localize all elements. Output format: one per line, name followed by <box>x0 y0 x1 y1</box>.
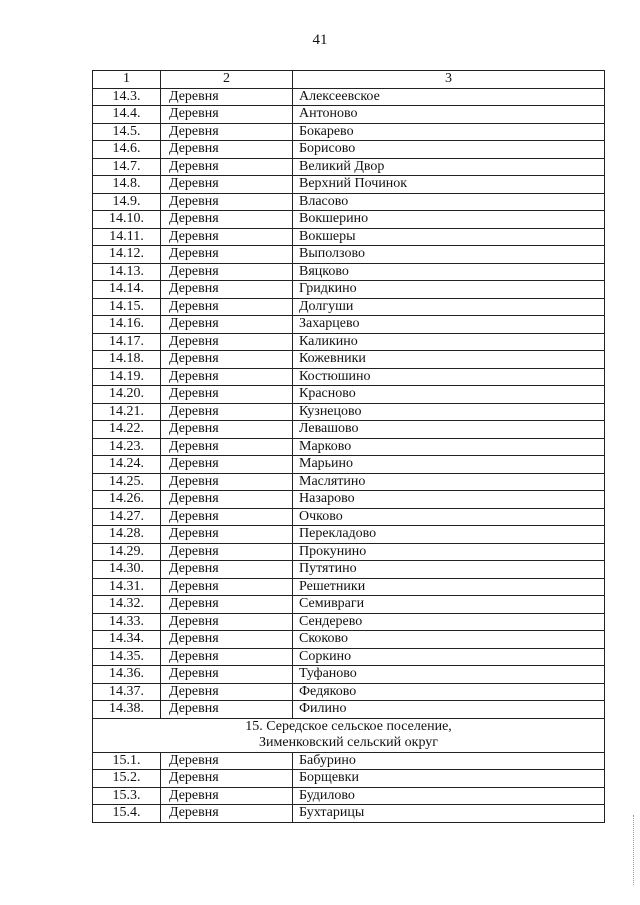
row-number: 14.6. <box>93 141 161 159</box>
row-number: 14.11. <box>93 228 161 246</box>
row-number: 14.10. <box>93 211 161 229</box>
row-number: 14.29. <box>93 543 161 561</box>
settlements-table <box>92 70 605 823</box>
row-name: Бабурино <box>293 752 605 770</box>
row-type: Деревня <box>161 526 293 544</box>
section-heading-line-1: 15. Середское сельское поселение, <box>245 718 452 734</box>
row-name: Сендерево <box>293 613 605 631</box>
table-row <box>93 228 605 246</box>
table-row <box>93 613 605 631</box>
row-number: 14.5. <box>93 123 161 141</box>
table-row <box>93 421 605 439</box>
table-row <box>93 473 605 491</box>
row-number: 15.4. <box>93 805 161 823</box>
row-type: Деревня <box>161 193 293 211</box>
row-number: 14.27. <box>93 508 161 526</box>
row-type: Деревня <box>161 88 293 106</box>
row-name: Каликино <box>293 333 605 351</box>
row-type: Деревня <box>161 491 293 509</box>
table-row <box>93 770 605 788</box>
row-number: 14.14. <box>93 281 161 299</box>
row-number: 14.31. <box>93 578 161 596</box>
table-row <box>93 805 605 823</box>
table-row <box>93 403 605 421</box>
row-number: 14.21. <box>93 403 161 421</box>
table-row <box>93 351 605 369</box>
row-name: Великий Двор <box>293 158 605 176</box>
table-row <box>93 491 605 509</box>
row-type: Деревня <box>161 456 293 474</box>
row-type: Деревня <box>161 770 293 788</box>
row-number: 14.35. <box>93 648 161 666</box>
table-row <box>93 368 605 386</box>
row-type: Деревня <box>161 281 293 299</box>
row-number: 14.23. <box>93 438 161 456</box>
row-number: 14.3. <box>93 88 161 106</box>
table-row <box>93 176 605 194</box>
row-type: Деревня <box>161 613 293 631</box>
scan-edge-mark <box>633 815 638 885</box>
table-row <box>93 158 605 176</box>
table-row <box>93 263 605 281</box>
row-name: Маслятино <box>293 473 605 491</box>
row-type: Деревня <box>161 473 293 491</box>
row-number: 14.15. <box>93 298 161 316</box>
row-number: 14.18. <box>93 351 161 369</box>
row-type: Деревня <box>161 648 293 666</box>
row-type: Деревня <box>161 176 293 194</box>
row-name: Вяцково <box>293 263 605 281</box>
row-type: Деревня <box>161 787 293 805</box>
row-number: 15.2. <box>93 770 161 788</box>
row-type: Деревня <box>161 246 293 264</box>
row-number: 14.30. <box>93 561 161 579</box>
row-name: Алексеевское <box>293 88 605 106</box>
table-row <box>93 631 605 649</box>
row-name: Кузнецово <box>293 403 605 421</box>
row-name: Назарово <box>293 491 605 509</box>
table-row <box>93 456 605 474</box>
row-type: Деревня <box>161 543 293 561</box>
row-type: Деревня <box>161 228 293 246</box>
row-number: 14.24. <box>93 456 161 474</box>
table-row <box>93 281 605 299</box>
row-name: Скоково <box>293 631 605 649</box>
row-name: Верхний Починок <box>293 176 605 194</box>
row-type: Деревня <box>161 438 293 456</box>
row-name: Будилово <box>293 787 605 805</box>
table-row <box>93 578 605 596</box>
row-type: Деревня <box>161 578 293 596</box>
table-row <box>93 333 605 351</box>
row-number: 14.36. <box>93 666 161 684</box>
row-type: Деревня <box>161 631 293 649</box>
row-number: 14.8. <box>93 176 161 194</box>
table-row <box>93 386 605 404</box>
row-number: 14.19. <box>93 368 161 386</box>
row-name: Соркино <box>293 648 605 666</box>
row-type: Деревня <box>161 298 293 316</box>
row-type: Деревня <box>161 211 293 229</box>
row-type: Деревня <box>161 561 293 579</box>
row-type: Деревня <box>161 421 293 439</box>
row-type: Деревня <box>161 666 293 684</box>
table-row <box>93 543 605 561</box>
table-row <box>93 666 605 684</box>
table-row <box>93 106 605 124</box>
row-type: Деревня <box>161 683 293 701</box>
table-row <box>93 683 605 701</box>
row-number: 14.20. <box>93 386 161 404</box>
row-number: 14.26. <box>93 491 161 509</box>
row-name: Бухтарицы <box>293 805 605 823</box>
page-number: 41 <box>312 32 328 48</box>
row-type: Деревня <box>161 106 293 124</box>
row-number: 14.17. <box>93 333 161 351</box>
row-name: Марково <box>293 438 605 456</box>
row-number: 14.33. <box>93 613 161 631</box>
row-name: Красново <box>293 386 605 404</box>
section-heading-line-2: Зименковский сельский округ <box>258 735 439 750</box>
row-type: Деревня <box>161 333 293 351</box>
row-name: Вокшерино <box>293 211 605 229</box>
row-name: Прокунино <box>293 543 605 561</box>
table-row <box>93 211 605 229</box>
row-type: Деревня <box>161 158 293 176</box>
row-name: Вокшеры <box>293 228 605 246</box>
section-heading-row <box>93 718 605 752</box>
table-row <box>93 752 605 770</box>
row-type: Деревня <box>161 141 293 159</box>
row-number: 15.1. <box>93 752 161 770</box>
row-name: Гридкино <box>293 281 605 299</box>
row-number: 14.7. <box>93 158 161 176</box>
table-row <box>93 123 605 141</box>
row-type: Деревня <box>161 368 293 386</box>
row-number: 14.28. <box>93 526 161 544</box>
table-row <box>93 438 605 456</box>
table-row <box>93 316 605 334</box>
row-name: Путятино <box>293 561 605 579</box>
row-name: Марьино <box>293 456 605 474</box>
row-type: Деревня <box>161 403 293 421</box>
row-name: Бокарево <box>293 123 605 141</box>
table-row <box>93 596 605 614</box>
row-name: Захарцево <box>293 316 605 334</box>
table-row <box>93 561 605 579</box>
row-type: Деревня <box>161 596 293 614</box>
table-row <box>93 193 605 211</box>
row-number: 14.32. <box>93 596 161 614</box>
header-cell-3: 3 <box>293 71 605 89</box>
table-row <box>93 508 605 526</box>
row-type: Деревня <box>161 805 293 823</box>
row-type: Деревня <box>161 386 293 404</box>
table-header-row <box>93 71 605 89</box>
row-number: 14.22. <box>93 421 161 439</box>
table-row <box>93 246 605 264</box>
section-heading <box>93 718 605 752</box>
row-type: Деревня <box>161 316 293 334</box>
row-type: Деревня <box>161 123 293 141</box>
row-number: 14.37. <box>93 683 161 701</box>
row-number: 14.38. <box>93 701 161 719</box>
table-row <box>93 526 605 544</box>
row-type: Деревня <box>161 263 293 281</box>
row-name: Борисово <box>293 141 605 159</box>
row-name: Костюшино <box>293 368 605 386</box>
table-row <box>93 648 605 666</box>
row-name: Долгуши <box>293 298 605 316</box>
table-row <box>93 298 605 316</box>
row-number: 15.3. <box>93 787 161 805</box>
row-type: Деревня <box>161 508 293 526</box>
row-name: Филино <box>293 701 605 719</box>
row-name: Туфаново <box>293 666 605 684</box>
row-name: Семивраги <box>293 596 605 614</box>
row-number: 14.25. <box>93 473 161 491</box>
row-name: Решетники <box>293 578 605 596</box>
row-name: Левашово <box>293 421 605 439</box>
table-row <box>93 141 605 159</box>
row-number: 14.12. <box>93 246 161 264</box>
row-number: 14.34. <box>93 631 161 649</box>
row-number: 14.9. <box>93 193 161 211</box>
row-name: Борщевки <box>293 770 605 788</box>
row-name: Очково <box>293 508 605 526</box>
table-row <box>93 787 605 805</box>
row-number: 14.13. <box>93 263 161 281</box>
row-name: Выползово <box>293 246 605 264</box>
table-row <box>93 88 605 106</box>
row-type: Деревня <box>161 752 293 770</box>
row-name: Кожевники <box>293 351 605 369</box>
header-cell-2: 2 <box>161 71 293 89</box>
table-row <box>93 701 605 719</box>
row-name: Власово <box>293 193 605 211</box>
row-number: 14.4. <box>93 106 161 124</box>
row-name: Перекладово <box>293 526 605 544</box>
row-name: Антоново <box>293 106 605 124</box>
row-type: Деревня <box>161 701 293 719</box>
row-name: Федяково <box>293 683 605 701</box>
header-cell-1: 1 <box>93 71 161 89</box>
row-number: 14.16. <box>93 316 161 334</box>
row-type: Деревня <box>161 351 293 369</box>
